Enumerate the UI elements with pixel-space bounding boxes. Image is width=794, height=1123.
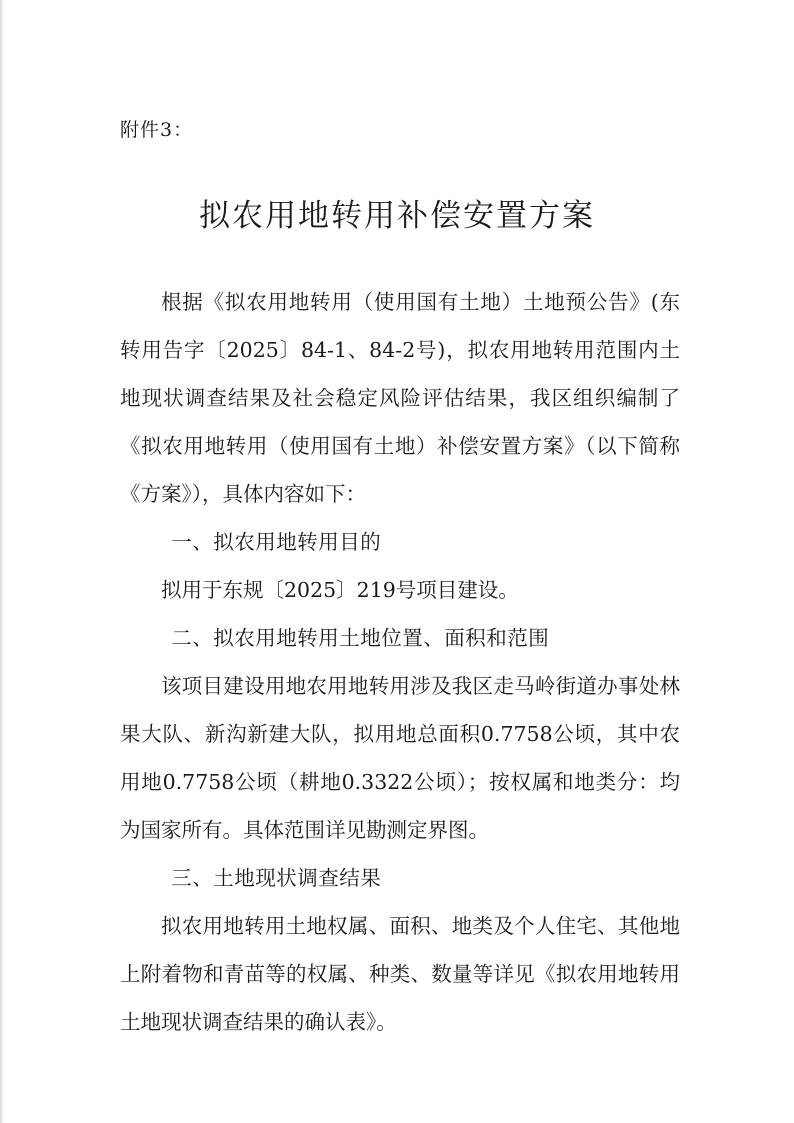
section-2-heading: 二、拟农用地转用土地位置、面积和范围 bbox=[171, 626, 550, 650]
section-1-heading: 一、拟农用地转用目的 bbox=[171, 530, 382, 554]
section-1-body: 拟用于东规〔2025〕219号项目建设。 bbox=[161, 578, 519, 602]
section-2-body: 该项目建设用地农用地转用涉及我区走马岭街道办事处林果大队、新沟新建大队，拟用地总面积0.7758公顷，其中农用地0.7758公顷（耕地0.3322公顷）；按权属和地类分：均为国家所有。具体范围详见勘测定界图。 bbox=[120, 674, 680, 842]
document-title: 拟农用地转用补偿安置方案 bbox=[199, 198, 595, 234]
section-3-body: 拟农用地转用土地权属、面积、地类及个人住宅、其他地上附着物和青苗等的权属、种类、数量等详见《拟农用地转用土地现状调查结果的确认表》。 bbox=[120, 914, 680, 1034]
intro-paragraph: 根据《拟农用地转用（使用国有土地）土地预公告》(东转用告字〔2025〕84-1、84-2号)，拟农用地转用范围内土地现状调查结果及社会稳定风险评估结果，我区组织编制了《拟农用地转用（使用国有土地）补偿安置方案》（以下简称《方案》），具体内容如下： bbox=[120, 290, 680, 506]
document-body bbox=[120, 278, 680, 1046]
section-3-heading: 三、土地现状调查结果 bbox=[171, 866, 382, 890]
attachment-label: 附件3： bbox=[120, 119, 194, 141]
scan-edge bbox=[0, 0, 4, 1123]
